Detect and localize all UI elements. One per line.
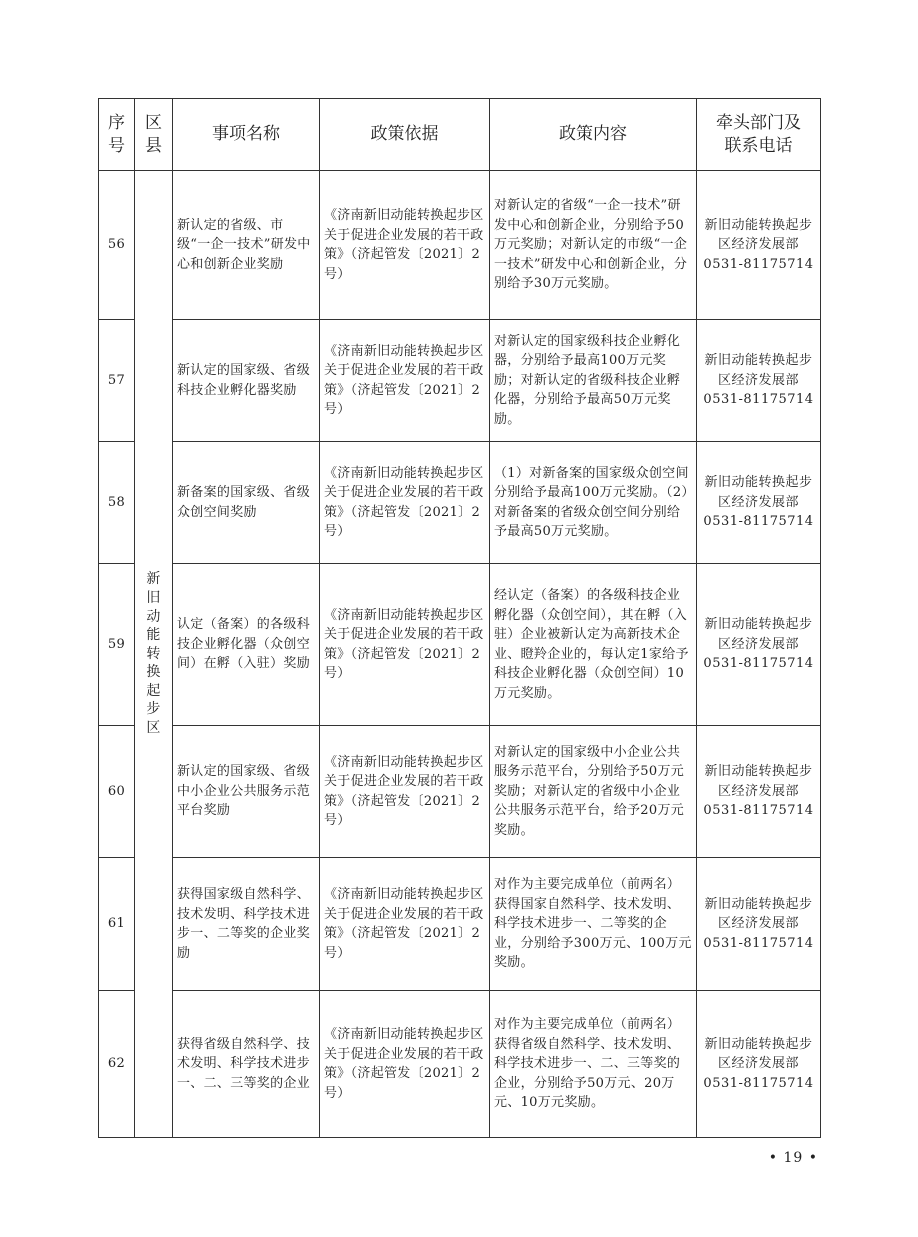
item-name: 认定（备案）的各级科技企业孵化器（众创空间）在孵（入驻）奖励 [173, 564, 320, 726]
header-district: 区县 [135, 99, 173, 171]
department-cell [697, 442, 821, 564]
policy-basis: 《济南新旧动能转换起步区关于促进企业发展的若干政策》（济起管发〔2021〕2号） [320, 991, 490, 1138]
item-name: 新认定的国家级、省级中小企业公共服务示范平台奖励 [173, 726, 320, 858]
policy-content: 对新认定的国家级科技企业孵化器，分别给予最高100万元奖励；对新认定的省级科技企业孵化器，分别给予最高50万元奖励。 [490, 320, 697, 442]
policy-content: 对作为主要完成单位（前两名）获得省级自然科学、技术发明、科学技术进步一、二、三等奖的企业，分别给予50万元、20万元、10万元奖励。 [490, 991, 697, 1138]
row-number: 57 [99, 320, 135, 442]
department-phone: 0531-81175714 [703, 392, 814, 408]
policy-content: 经认定（备案）的各级科技企业孵化器（众创空间），其在孵（入驻）企业被新认定为高新技术企业、瞪羚企业的，每认定1家给予科技企业孵化器（众创空间）10万元奖励。 [490, 564, 697, 726]
department-phone: 0531-81175714 [703, 1075, 814, 1091]
header-content: 政策内容 [490, 99, 697, 171]
table-row [99, 991, 821, 1138]
policy-content: 对新认定的省级“一企一技术”研发中心和创新企业，分别给予50万元奖励；对新认定的市级“一企一技术”研发中心和创新企业，分别给予30万元奖励。 [490, 171, 697, 320]
row-number: 61 [99, 858, 135, 991]
department-name: 新旧动能转换起步区经济发展部 [704, 617, 813, 652]
department-cell [697, 726, 821, 858]
table-row [99, 726, 821, 858]
department-phone: 0531-81175714 [703, 514, 814, 530]
item-name: 新认定的省级、市级“一企一技术”研发中心和创新企业奖励 [173, 171, 320, 320]
item-name: 获得省级自然科学、技术发明、科学技术进步一、二、三等奖的企业 [173, 991, 320, 1138]
header-seq: 序号 [99, 99, 135, 171]
policy-basis: 《济南新旧动能转换起步区关于促进企业发展的若干政策》（济起管发〔2021〕2号） [320, 320, 490, 442]
policy-basis: 《济南新旧动能转换起步区关于促进企业发展的若干政策》（济起管发〔2021〕2号） [320, 858, 490, 991]
policy-basis: 《济南新旧动能转换起步区关于促进企业发展的若干政策》（济起管发〔2021〕2号） [320, 442, 490, 564]
table-row [99, 320, 821, 442]
item-name: 新认定的国家级、省级科技企业孵化器奖励 [173, 320, 320, 442]
department-phone: 0531-81175714 [703, 656, 814, 672]
district-label: 新旧动能转换起步区 [146, 571, 161, 737]
table-row [99, 858, 821, 991]
table-header-row [99, 99, 821, 171]
row-number: 59 [99, 564, 135, 726]
department-name: 新旧动能转换起步区经济发展部 [704, 1036, 813, 1072]
department-name: 新旧动能转换起步区经济发展部 [704, 764, 813, 799]
department-name: 新旧动能转换起步区经济发展部 [704, 475, 813, 510]
table-row [99, 442, 821, 564]
table-row [99, 564, 821, 726]
department-cell [697, 858, 821, 991]
department-cell [697, 320, 821, 442]
department-name: 新旧动能转换起步区经济发展部 [704, 353, 813, 388]
header-basis: 政策依据 [320, 99, 490, 171]
department-cell [697, 171, 821, 320]
policy-basis: 《济南新旧动能转换起步区关于促进企业发展的若干政策》（济起管发〔2021〕2号） [320, 726, 490, 858]
table-row [99, 171, 821, 320]
row-number: 62 [99, 991, 135, 1138]
row-number: 56 [99, 171, 135, 320]
department-cell [697, 991, 821, 1138]
header-item-name: 事项名称 [173, 99, 320, 171]
department-cell [697, 564, 821, 726]
policy-content: 对作为主要完成单位（前两名）获得国家自然科学、技术发明、科学技术进步一、二等奖的企业，分别给予300万元、100万元奖励。 [490, 858, 697, 991]
row-number: 60 [99, 726, 135, 858]
department-phone: 0531-81175714 [703, 935, 814, 951]
policy-basis: 《济南新旧动能转换起步区关于促进企业发展的若干政策》（济起管发〔2021〕2号） [320, 171, 490, 320]
header-department: 牵头部门及联系电话 [697, 99, 821, 171]
policy-content: 对新认定的国家级中小企业公共服务示范平台，分别给予50万元奖励；对新认定的省级中小企业公共服务示范平台，给予20万元奖励。 [490, 726, 697, 858]
department-name: 新旧动能转换起步区经济发展部 [704, 896, 813, 932]
policy-content: （1）对新备案的国家级众创空间分别给予最高100万元奖励。（2）对新备案的省级众创空间分别给予最高50万元奖励。 [490, 442, 697, 564]
page-number: • 19 • [768, 1150, 818, 1166]
district-cell [135, 171, 173, 1138]
row-number: 58 [99, 442, 135, 564]
department-name: 新旧动能转换起步区经济发展部 [704, 217, 813, 253]
department-phone: 0531-81175714 [703, 256, 814, 272]
policy-table [98, 98, 821, 1138]
item-name: 新备案的国家级、省级众创空间奖励 [173, 442, 320, 564]
department-phone: 0531-81175714 [703, 803, 814, 819]
policy-basis: 《济南新旧动能转换起步区关于促进企业发展的若干政策》（济起管发〔2021〕2号） [320, 564, 490, 726]
item-name: 获得国家级自然科学、技术发明、科学技术进步一、二等奖的企业奖励 [173, 858, 320, 991]
